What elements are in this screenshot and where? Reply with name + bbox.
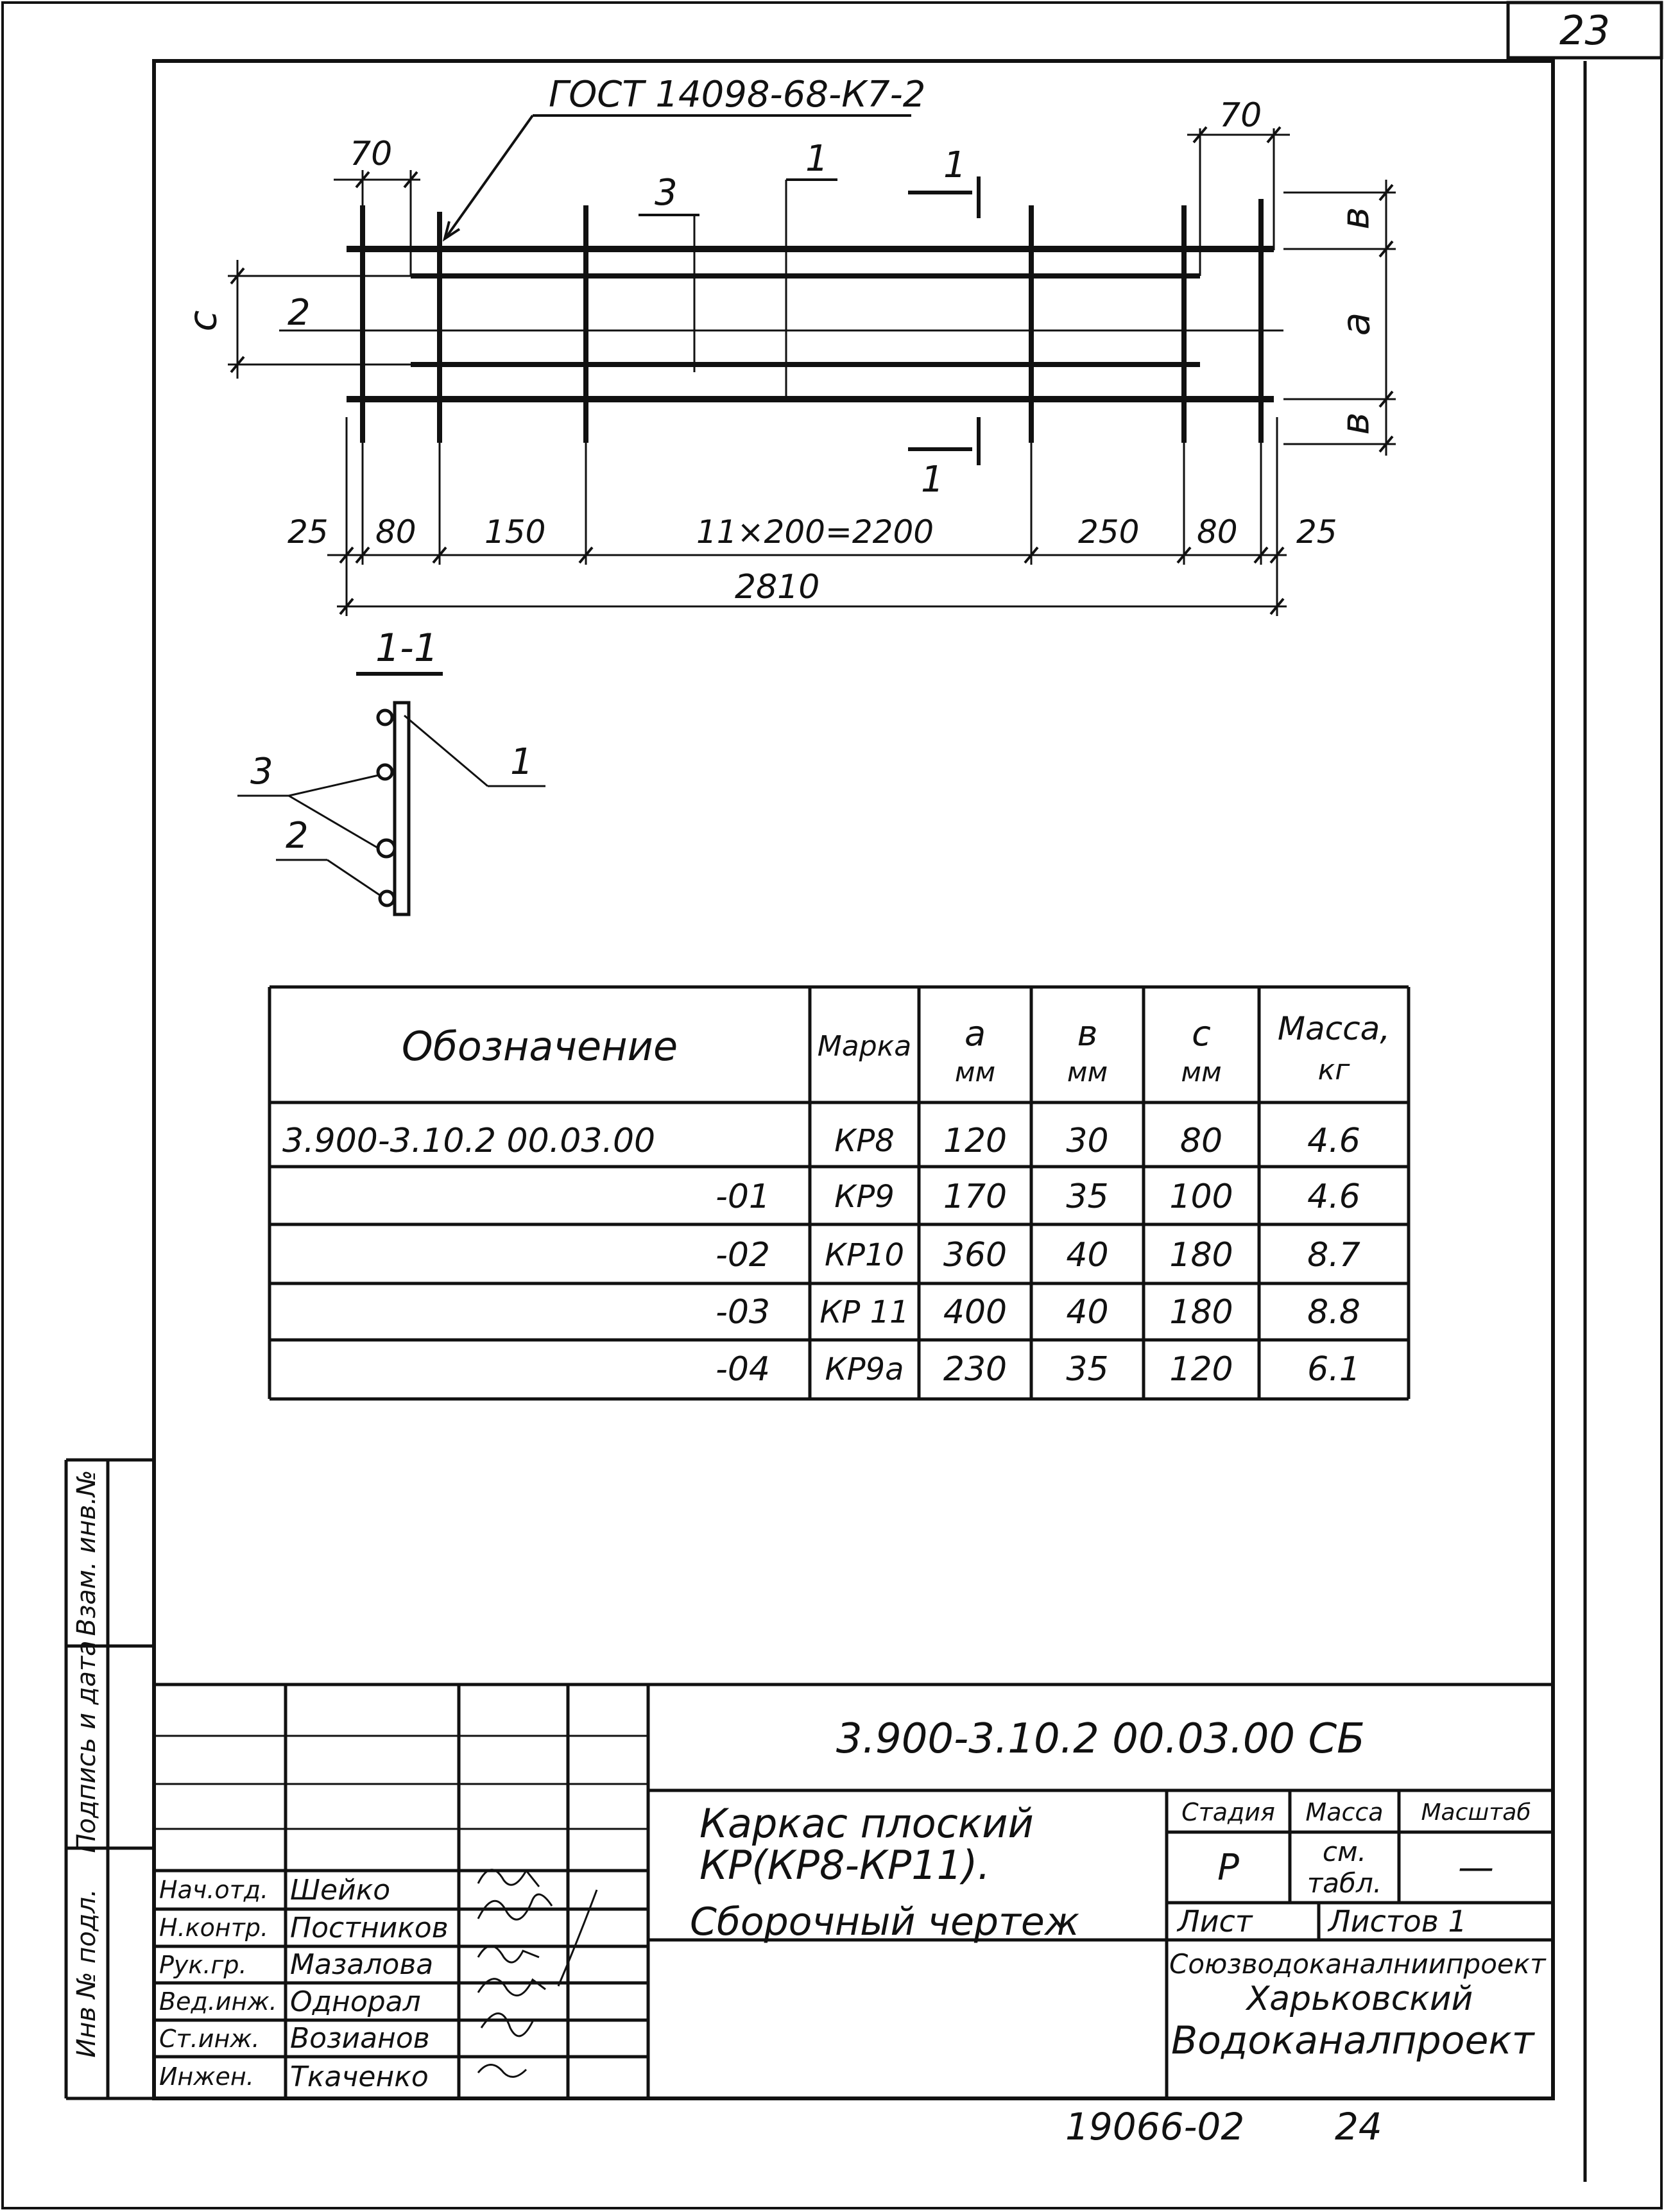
- stage-value: Р: [1217, 1846, 1239, 1889]
- header-mass-unit: кг: [1317, 1054, 1350, 1086]
- bottom-code: 19066-02: [1065, 2105, 1245, 2148]
- section-callout-3: 3: [250, 751, 273, 793]
- staff-name: Мазалова: [290, 1948, 434, 1981]
- staff-role: Н.контр.: [159, 1914, 269, 1942]
- staff-name: Однорал: [290, 1985, 421, 2018]
- dim-bottom-3: 11×200=2200: [696, 513, 934, 551]
- dim-b-bottom: в: [1333, 412, 1378, 435]
- row-b: 35: [1066, 1350, 1109, 1389]
- row-mark: КР9: [834, 1179, 895, 1215]
- org-line-1: Союзводоканалниипроект: [1169, 1948, 1546, 1980]
- header-mass: Масса,: [1277, 1009, 1391, 1047]
- header-a: а: [964, 1013, 986, 1054]
- dim-bottom-4: 250: [1078, 513, 1140, 551]
- row-a: 230: [943, 1350, 1008, 1389]
- section-callout-2: 2: [286, 815, 309, 857]
- section-callout-1: 1: [510, 741, 533, 783]
- row-mass: 4.6: [1307, 1122, 1360, 1160]
- row-c: 80: [1179, 1122, 1223, 1160]
- header-designation: Обозначение: [401, 1022, 678, 1070]
- doc-code: 3.900-3.10.2 00.03.00 СБ: [836, 1715, 1366, 1763]
- staff-name: Постников: [290, 1911, 449, 1944]
- dim-a: а: [1334, 312, 1379, 336]
- header-b-unit: мм: [1067, 1056, 1108, 1088]
- bottom-sheet: 24: [1335, 2105, 1382, 2148]
- row-designation: 3.900-3.10.2 00.03.00: [282, 1122, 656, 1160]
- row-c: 120: [1169, 1350, 1233, 1389]
- callout-1: 1: [805, 138, 828, 180]
- row-designation: -01: [716, 1178, 770, 1216]
- section-title: 1-1: [375, 626, 438, 671]
- dim-bottom-2: 150: [485, 513, 546, 551]
- signatures: [478, 1870, 597, 2077]
- section-bar: [378, 840, 395, 857]
- dim-top-left: 70: [350, 135, 393, 173]
- section-plate: [395, 703, 409, 914]
- staff-role: Ст.инж.: [159, 2024, 260, 2053]
- row-a: 120: [943, 1122, 1008, 1160]
- row-a: 400: [943, 1293, 1008, 1332]
- row-mark: КР8: [834, 1123, 895, 1159]
- mass-label: Масса: [1305, 1798, 1384, 1826]
- sheet-label: Лист: [1178, 1904, 1253, 1939]
- row-mass: 4.6: [1307, 1178, 1360, 1216]
- title-line-3: Сборочный чертеж: [690, 1899, 1079, 1944]
- staff-role: Рук.гр.: [159, 1950, 247, 1979]
- header-c-unit: мм: [1181, 1056, 1222, 1088]
- row-mass: 8.7: [1307, 1236, 1360, 1274]
- callout-2: 2: [287, 292, 311, 334]
- section-bar: [378, 710, 392, 724]
- side-stamp-sign: Подпись и дата: [72, 1640, 101, 1853]
- header-c: с: [1192, 1013, 1211, 1054]
- title-line-1: Каркас плоский: [699, 1800, 1034, 1847]
- staff-role: Вед.инж.: [159, 1987, 277, 2016]
- org-line-2: Харьковский: [1246, 1980, 1473, 2018]
- row-b: 35: [1066, 1178, 1109, 1216]
- staff-name: Возианов: [290, 2022, 430, 2055]
- row-mass: 8.8: [1307, 1293, 1360, 1332]
- staff-name: Ткаченко: [290, 2060, 429, 2093]
- row-b: 40: [1066, 1236, 1109, 1274]
- row-a: 360: [943, 1236, 1008, 1274]
- dim-total: 2810: [735, 568, 820, 606]
- mass-value: см. табл.: [1307, 1836, 1382, 1899]
- row-designation: -02: [716, 1236, 770, 1274]
- row-c: 180: [1169, 1236, 1233, 1274]
- gost-label: ГОСТ 14098-68-К7-2: [549, 74, 926, 116]
- dim-b-top: в: [1333, 207, 1378, 230]
- section-bar: [380, 891, 394, 905]
- sheets-label: Листов 1: [1328, 1904, 1467, 1939]
- row-b: 40: [1066, 1293, 1109, 1332]
- dim-bottom-5: 80: [1197, 513, 1238, 551]
- row-designation: -03: [716, 1293, 770, 1332]
- row-mass: 6.1: [1307, 1350, 1360, 1389]
- staff-role: Инжен.: [159, 2062, 254, 2091]
- title-line-2: КР(КР8-КР11).: [699, 1842, 991, 1889]
- dim-top-right: 70: [1219, 96, 1262, 135]
- header-a-unit: мм: [954, 1056, 996, 1088]
- dim-c: с: [180, 310, 226, 332]
- row-mark: КР10: [824, 1237, 905, 1273]
- row-mark: КР9а: [825, 1351, 904, 1387]
- scale-value: —: [1458, 1846, 1494, 1889]
- scale-label: Масштаб: [1421, 1799, 1531, 1826]
- dim-bottom-0: 25: [287, 513, 329, 551]
- row-mark: КР 11: [819, 1294, 909, 1330]
- header-mark: Марка: [817, 1029, 912, 1063]
- section-mark-bottom: 1: [921, 459, 944, 501]
- staff-role: Нач.отд.: [159, 1876, 269, 1904]
- staff-name: Шейко: [290, 1873, 391, 1907]
- side-stamp-inv: Инв № подл.: [72, 1889, 101, 2058]
- callout-3: 3: [655, 172, 678, 214]
- dim-bottom-6: 25: [1296, 513, 1337, 551]
- row-designation: -04: [716, 1350, 770, 1389]
- header-b: в: [1077, 1013, 1098, 1054]
- row-c: 100: [1169, 1178, 1233, 1216]
- row-a: 170: [943, 1178, 1008, 1216]
- side-stamp-replace: Взам. инв.№: [72, 1470, 101, 1636]
- row-c: 180: [1169, 1293, 1233, 1332]
- org-line-3: Водоканалпроект: [1171, 2018, 1534, 2063]
- row-b: 30: [1066, 1122, 1109, 1160]
- dim-bottom-1: 80: [375, 513, 416, 551]
- section-bar: [378, 765, 392, 779]
- stage-label: Стадия: [1181, 1798, 1275, 1826]
- section-mark-top: 1: [943, 144, 966, 186]
- page-number: 23: [1559, 6, 1610, 54]
